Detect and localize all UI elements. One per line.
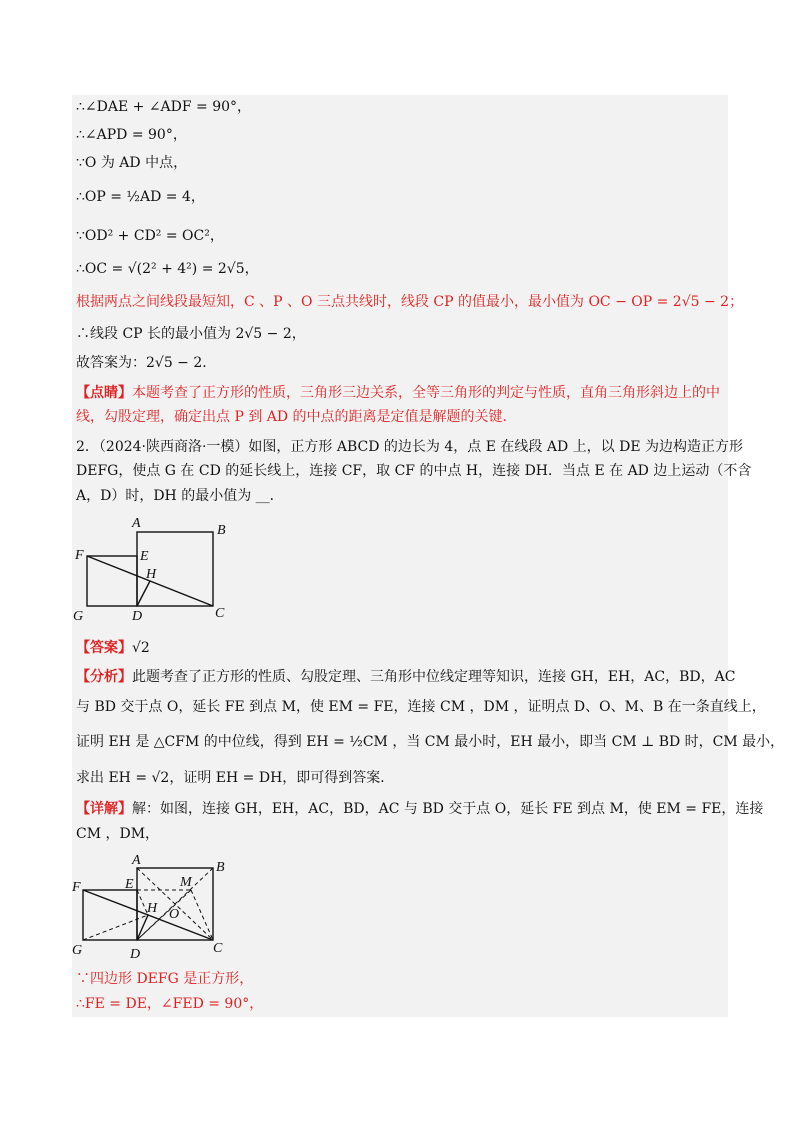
analysis-line-3: 证明 EH 是 △CFM 的中位线，得到 EH = ½CM ，当 CM 最小时，EH 最小，即当 CM ⊥ BD 时，CM 最小，: [76, 734, 785, 750]
comment-line-1: [76, 383, 720, 403]
solution-figure: [70, 848, 240, 963]
square-defg: [83, 890, 137, 940]
label-a: A: [132, 516, 141, 531]
step-line-3: ∵O 为 AD 中点，: [76, 155, 188, 171]
label-g: G: [72, 943, 83, 958]
step-line-7: 根据两点之间线段最短知，C 、P 、O 三点共线时，线段 CP 的值最小，最小值为 OC − OP = 2√5 − 2；: [76, 294, 744, 310]
answer-value: √2: [132, 640, 150, 656]
step-line-1: ∴∠DAE + ∠ADF = 90°，: [76, 99, 252, 115]
question-line-2: DEFG，使点 G 在 CD 的延长线上，连接 CF，取 CF 的中点 H，连接 DH．当点 E 在 AD 边上运动（不含: [76, 463, 752, 479]
label-e: E: [125, 877, 134, 892]
analysis-line-1: [76, 667, 735, 687]
question-figure: [70, 512, 240, 622]
detail-text: 解：如图，连接 GH，EH，AC，BD，AC 与 BD 交于点 O，延长 FE 到点 M，使 EM = FE，连接: [132, 801, 764, 817]
label-m: M: [180, 875, 192, 890]
detail-tag: 【详解】: [76, 801, 132, 817]
label-e: E: [140, 549, 149, 564]
step-line-8: ∴线段 CP 长的最小值为 2√5 − 2，: [76, 326, 306, 342]
label-c: C: [215, 606, 225, 621]
comment-tag: 【点睛】: [76, 385, 132, 401]
analysis-line-4: 求出 EH = √2，证明 EH = DH，即可得到答案．: [76, 770, 395, 786]
comment-line-2: 线，勾股定理，确定出点 P 到 AD 的中点的距离是定值是解题的关键．: [76, 409, 517, 425]
step-line-2: ∴∠APD = 90°，: [76, 127, 187, 143]
label-d: D: [132, 609, 143, 622]
answer-tag: 【答案】: [76, 640, 132, 656]
label-d: D: [130, 947, 141, 962]
label-h: H: [146, 567, 157, 582]
label-c: C: [213, 941, 223, 956]
detail-line-2: CM ，DM，: [76, 826, 160, 842]
question-line-3: A，D）时，DH 的最小值为 __．: [76, 488, 284, 504]
label-f: F: [72, 880, 81, 895]
step-equal-line: ∴FE = DE，∠FED = 90°，: [76, 996, 264, 1012]
label-g: G: [73, 609, 84, 622]
step-square-line: ∵四边形 DEFG 是正方形，: [76, 971, 254, 987]
step-line-4: ∴OP = ½AD = 4，: [76, 189, 205, 205]
step-line-6: ∴OC = √(2² + 4²) = 2√5，: [76, 261, 259, 277]
analysis-tag: 【分析】: [76, 669, 132, 685]
square-defg: [87, 556, 137, 606]
comment-text: 本题考查了正方形的性质，三角形三边关系，全等三角形的判定与性质，直角三角形斜边上的中: [132, 385, 720, 401]
segment-dh: [137, 581, 150, 606]
step-line-5: ∵OD² + CD² = OC²，: [76, 228, 224, 244]
analysis-text: 此题考查了正方形的性质、勾股定理、三角形中位线定理等知识，连接 GH，EH，AC，BD，AC: [132, 669, 736, 685]
label-a: A: [132, 853, 141, 868]
label-b: B: [216, 860, 225, 875]
label-b: B: [217, 523, 226, 538]
step-line-9: 故答案为：2√5 − 2．: [76, 355, 217, 371]
detail-line-1: [76, 799, 763, 819]
answer-line: [76, 638, 150, 658]
label-f: F: [75, 548, 84, 563]
analysis-line-2: 与 BD 交于点 O，延长 FE 到点 M，使 EM = FE，连接 CM ，DM ，证明点 D、O、M、B 在一条直线上，: [76, 699, 766, 715]
label-o: O: [169, 907, 180, 922]
question-line-1: 2．（2024·陕西商洛·一模）如图，正方形 ABCD 的边长为 4，点 E 在线段 AD 上，以 DE 为边构造正方形: [76, 439, 743, 455]
label-h: H: [147, 901, 158, 916]
